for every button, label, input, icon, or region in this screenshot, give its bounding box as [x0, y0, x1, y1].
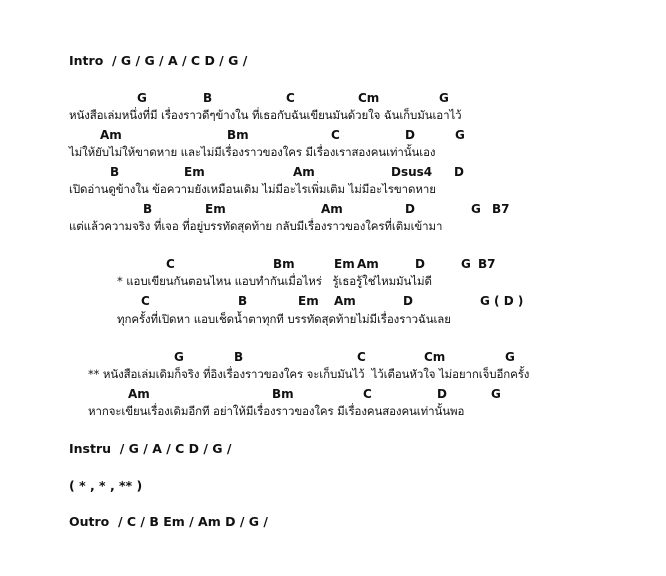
chord: D [405, 202, 415, 216]
chord: Cm [358, 91, 380, 105]
chord: Dsus4 [391, 165, 433, 179]
chord: B [110, 165, 120, 179]
lyric-line: ทุกครั้งที่เปิดหา แอบเช็ดน้ำตาทุกที บรรทัดสุดท้ายไม่มีเรื่องราวฉันเลย [117, 312, 451, 326]
lyric-line: หากจะเขียนเรื่องเดิมอีกที อย่าให้มีเรื่องราวของใคร มีเรื่องคนสองคนเท่านั้นพอ [88, 404, 465, 418]
chord: Bm [272, 387, 294, 401]
lyric-line: ไม่ให้ยับไม่ให้ขาดหาย และไม่มีเรื่องราวของใคร มีเรื่องเราสองคนเท่านั้นเอง [69, 145, 436, 159]
chord: Am [100, 128, 122, 142]
bridge-lyric-line [88, 369, 529, 381]
intro-line [69, 55, 247, 68]
chord: G [505, 350, 515, 364]
chord: G [455, 128, 465, 142]
lyric-line: หนังสือเล่มหนึ่งที่มี เรื่องราวดีๆข้างใน ที่เธอกับฉันเขียนมันด้วยใจ ฉันเก็บมันเอาไว้ [69, 108, 462, 122]
chord: G [491, 387, 501, 401]
lyric-text: หนังสือเล่มเดิมก็จริง ที่อิงเรื่องราวของใคร จะเก็บมันไว้ ไว้เตือนหัวใจ ไม่อยากเจ็บอีกครั้ง [102, 367, 530, 381]
chord: B [203, 91, 213, 105]
chord: C [363, 387, 372, 401]
lyric-text: แอบเขียนกันตอนไหน แอบทำกันเมื่อไหร่ รู้เธอรู้ใช่ไหมมันไม่ดี [126, 274, 432, 288]
chord: D [405, 128, 415, 142]
chord: Am [293, 165, 315, 179]
instru-line [69, 443, 232, 456]
chord: Am [321, 202, 343, 216]
chorus-marker: * [117, 274, 123, 288]
lyric-line: แต่แล้วความจริง ที่เจอ ที่อยู่บรรทัดสุดท้าย กลับมีเรื่องราวของใครที่เติมเข้ามา [69, 219, 443, 233]
chord: C [286, 91, 295, 105]
chord: D [437, 387, 447, 401]
chord: Em [184, 165, 205, 179]
chord: G ( D ) [480, 294, 524, 308]
chord: Am [334, 294, 356, 308]
chord: B [238, 294, 248, 308]
chord: G [137, 91, 147, 105]
chord: D [454, 165, 464, 179]
chord: G [471, 202, 481, 216]
intro-label: Intro [69, 53, 104, 68]
chord: Em [334, 257, 355, 271]
intro-chords: / G / G / A / C D / G / [112, 53, 248, 68]
chord: C [331, 128, 340, 142]
chord: D [403, 294, 413, 308]
chord: C [357, 350, 366, 364]
chord: G [461, 257, 471, 271]
chord: Am [357, 257, 379, 271]
outro-line [69, 516, 268, 529]
chord: Em [205, 202, 226, 216]
chord: Am [128, 387, 150, 401]
lyric-line: เปิดอ่านดูข้างใน ข้อความยังเหมือนเดิม ไม่มีอะไรเพิ่มเติม ไม่มีอะไรขาดหาย [69, 182, 436, 196]
chorus-lyric-line [117, 276, 432, 288]
chord: Em [298, 294, 319, 308]
chord: C [141, 294, 150, 308]
outro-label: Outro [69, 514, 110, 529]
chord: B7 [492, 202, 510, 216]
instru-chords: / G / A / C D / G / [119, 441, 232, 456]
chord: B [143, 202, 153, 216]
chord: B7 [478, 257, 496, 271]
chord: G [439, 91, 449, 105]
chord: D [415, 257, 425, 271]
chord: G [174, 350, 184, 364]
bridge-marker: ** [88, 367, 100, 381]
chord: Cm [424, 350, 446, 364]
chord: B [234, 350, 244, 364]
chord: Bm [273, 257, 295, 271]
instru-label: Instru [69, 441, 112, 456]
repeat-line: ( * , * , ** ) [69, 478, 143, 493]
chord: C [166, 257, 175, 271]
chord: Bm [227, 128, 249, 142]
outro-chords: / C / B Em / Am D / G / [117, 514, 268, 529]
